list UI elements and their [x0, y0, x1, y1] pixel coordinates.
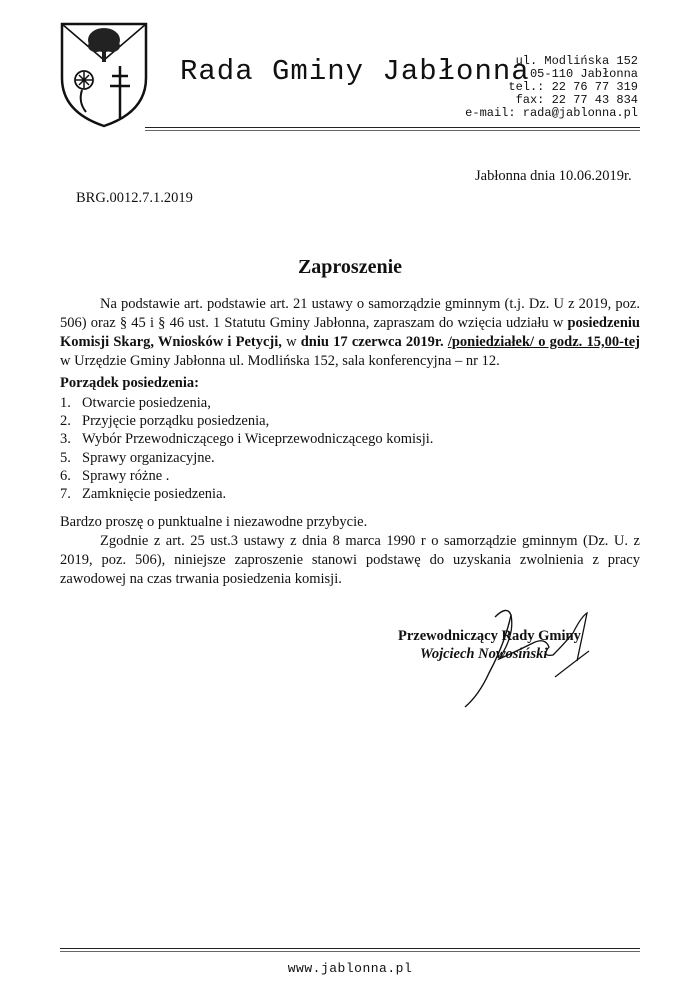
meeting-date: dniu 17 czerwca 2019r.: [300, 334, 444, 350]
contact-fax: fax: 22 77 43 834: [515, 93, 638, 107]
body-text-2: w: [281, 334, 301, 350]
agenda-item-number: 5.: [60, 449, 71, 466]
agenda-item: [60, 449, 433, 467]
coat-of-arms-icon: [58, 20, 150, 130]
meeting-time: /poniedziałek/ o godz. 15,00-tej: [447, 334, 641, 350]
agenda-item-number: 6.: [60, 467, 71, 484]
agenda-item-text: Sprawy organizacyjne.: [82, 449, 215, 466]
signatory-name: Wojciech Nowosiński: [420, 646, 548, 662]
agenda-list: [60, 394, 433, 503]
agenda-item-number: 7.: [60, 486, 71, 503]
body-text-1: Na podstawie art. podstawie art. 21 ustawy o samorządzie gminnym (t.j. Dz. U z 2019, poz. 506) oraz § 45 i § 46 ust. 1 Statutu Gminy Jabłonna, zapraszam do wzięcia udziału w: [60, 296, 640, 331]
contact-postal: 05-110 Jabłonna: [529, 67, 638, 81]
agenda-item-text: Wybór Przewodniczącego i Wiceprzewodniczącego komisji.: [82, 431, 434, 448]
closing-section: [60, 513, 640, 589]
agenda-item-number: 3.: [60, 431, 71, 448]
signatory-role: Przewodniczący Rady Gminy: [398, 628, 581, 644]
legal-basis-paragraph: Zgodnie z art. 25 ust.3 ustawy z dnia 8 marca 1990 r o samorządzie gminnym (Dz. U. z 2019, poz. 506), niniejsze zaproszenie stanowi podstawę do uzyskania zwolnienia z pracy zawodowej na czas trwania posiedzenia komisji.: [60, 533, 640, 587]
reference-number: BRG.0012.7.1.2019: [76, 190, 193, 206]
website-url: www.jablonna.pl: [287, 961, 413, 976]
agenda-item-text: Otwarcie posiedzenia,: [82, 395, 211, 411]
agenda-item-number: 1.: [60, 395, 71, 411]
header-divider-thin: [145, 130, 640, 131]
footer-divider: [60, 948, 640, 949]
agenda-item: [60, 412, 433, 430]
document-title: Zaproszenie: [297, 256, 403, 278]
closing-request: Bardzo proszę o punktualne i niezawodne przybycie.: [60, 514, 368, 530]
invitation-paragraph: [60, 295, 640, 371]
document-date: Jabłonna dnia 10.06.2019r.: [475, 168, 632, 184]
contact-tel: tel.: 22 76 77 319: [508, 80, 638, 94]
header-divider: [145, 127, 640, 128]
organization-name: Rada Gminy Jabłonna: [180, 55, 530, 88]
agenda-item-text: Przyjęcie porządku posiedzenia,: [82, 413, 270, 430]
handwritten-signature: [455, 603, 605, 713]
agenda-item-text: Zamknięcie posiedzenia.: [82, 486, 227, 503]
contact-block: [465, 55, 638, 120]
agenda-item-number: 2.: [60, 413, 71, 430]
agenda-item: [60, 485, 433, 503]
agenda-item-text: Sprawy różne .: [82, 467, 170, 484]
agenda-heading: Porządek posiedzenia:: [60, 375, 199, 391]
agenda-item: [60, 430, 433, 448]
agenda-item: [60, 394, 433, 412]
contact-street: ul. Modlińska 152: [515, 54, 638, 68]
agenda-item: [60, 467, 433, 485]
footer-divider-thin: [60, 951, 640, 952]
committee-name: posiedzeniu Komisji Skarg, Wniosków i Petycji,: [60, 315, 640, 350]
contact-email: e-mail: rada@jablonna.pl: [465, 106, 638, 120]
meeting-location: w Urzędzie Gminy Jabłonna ul. Modlińska 152, sala konferencyjna – nr 12.: [60, 353, 500, 369]
